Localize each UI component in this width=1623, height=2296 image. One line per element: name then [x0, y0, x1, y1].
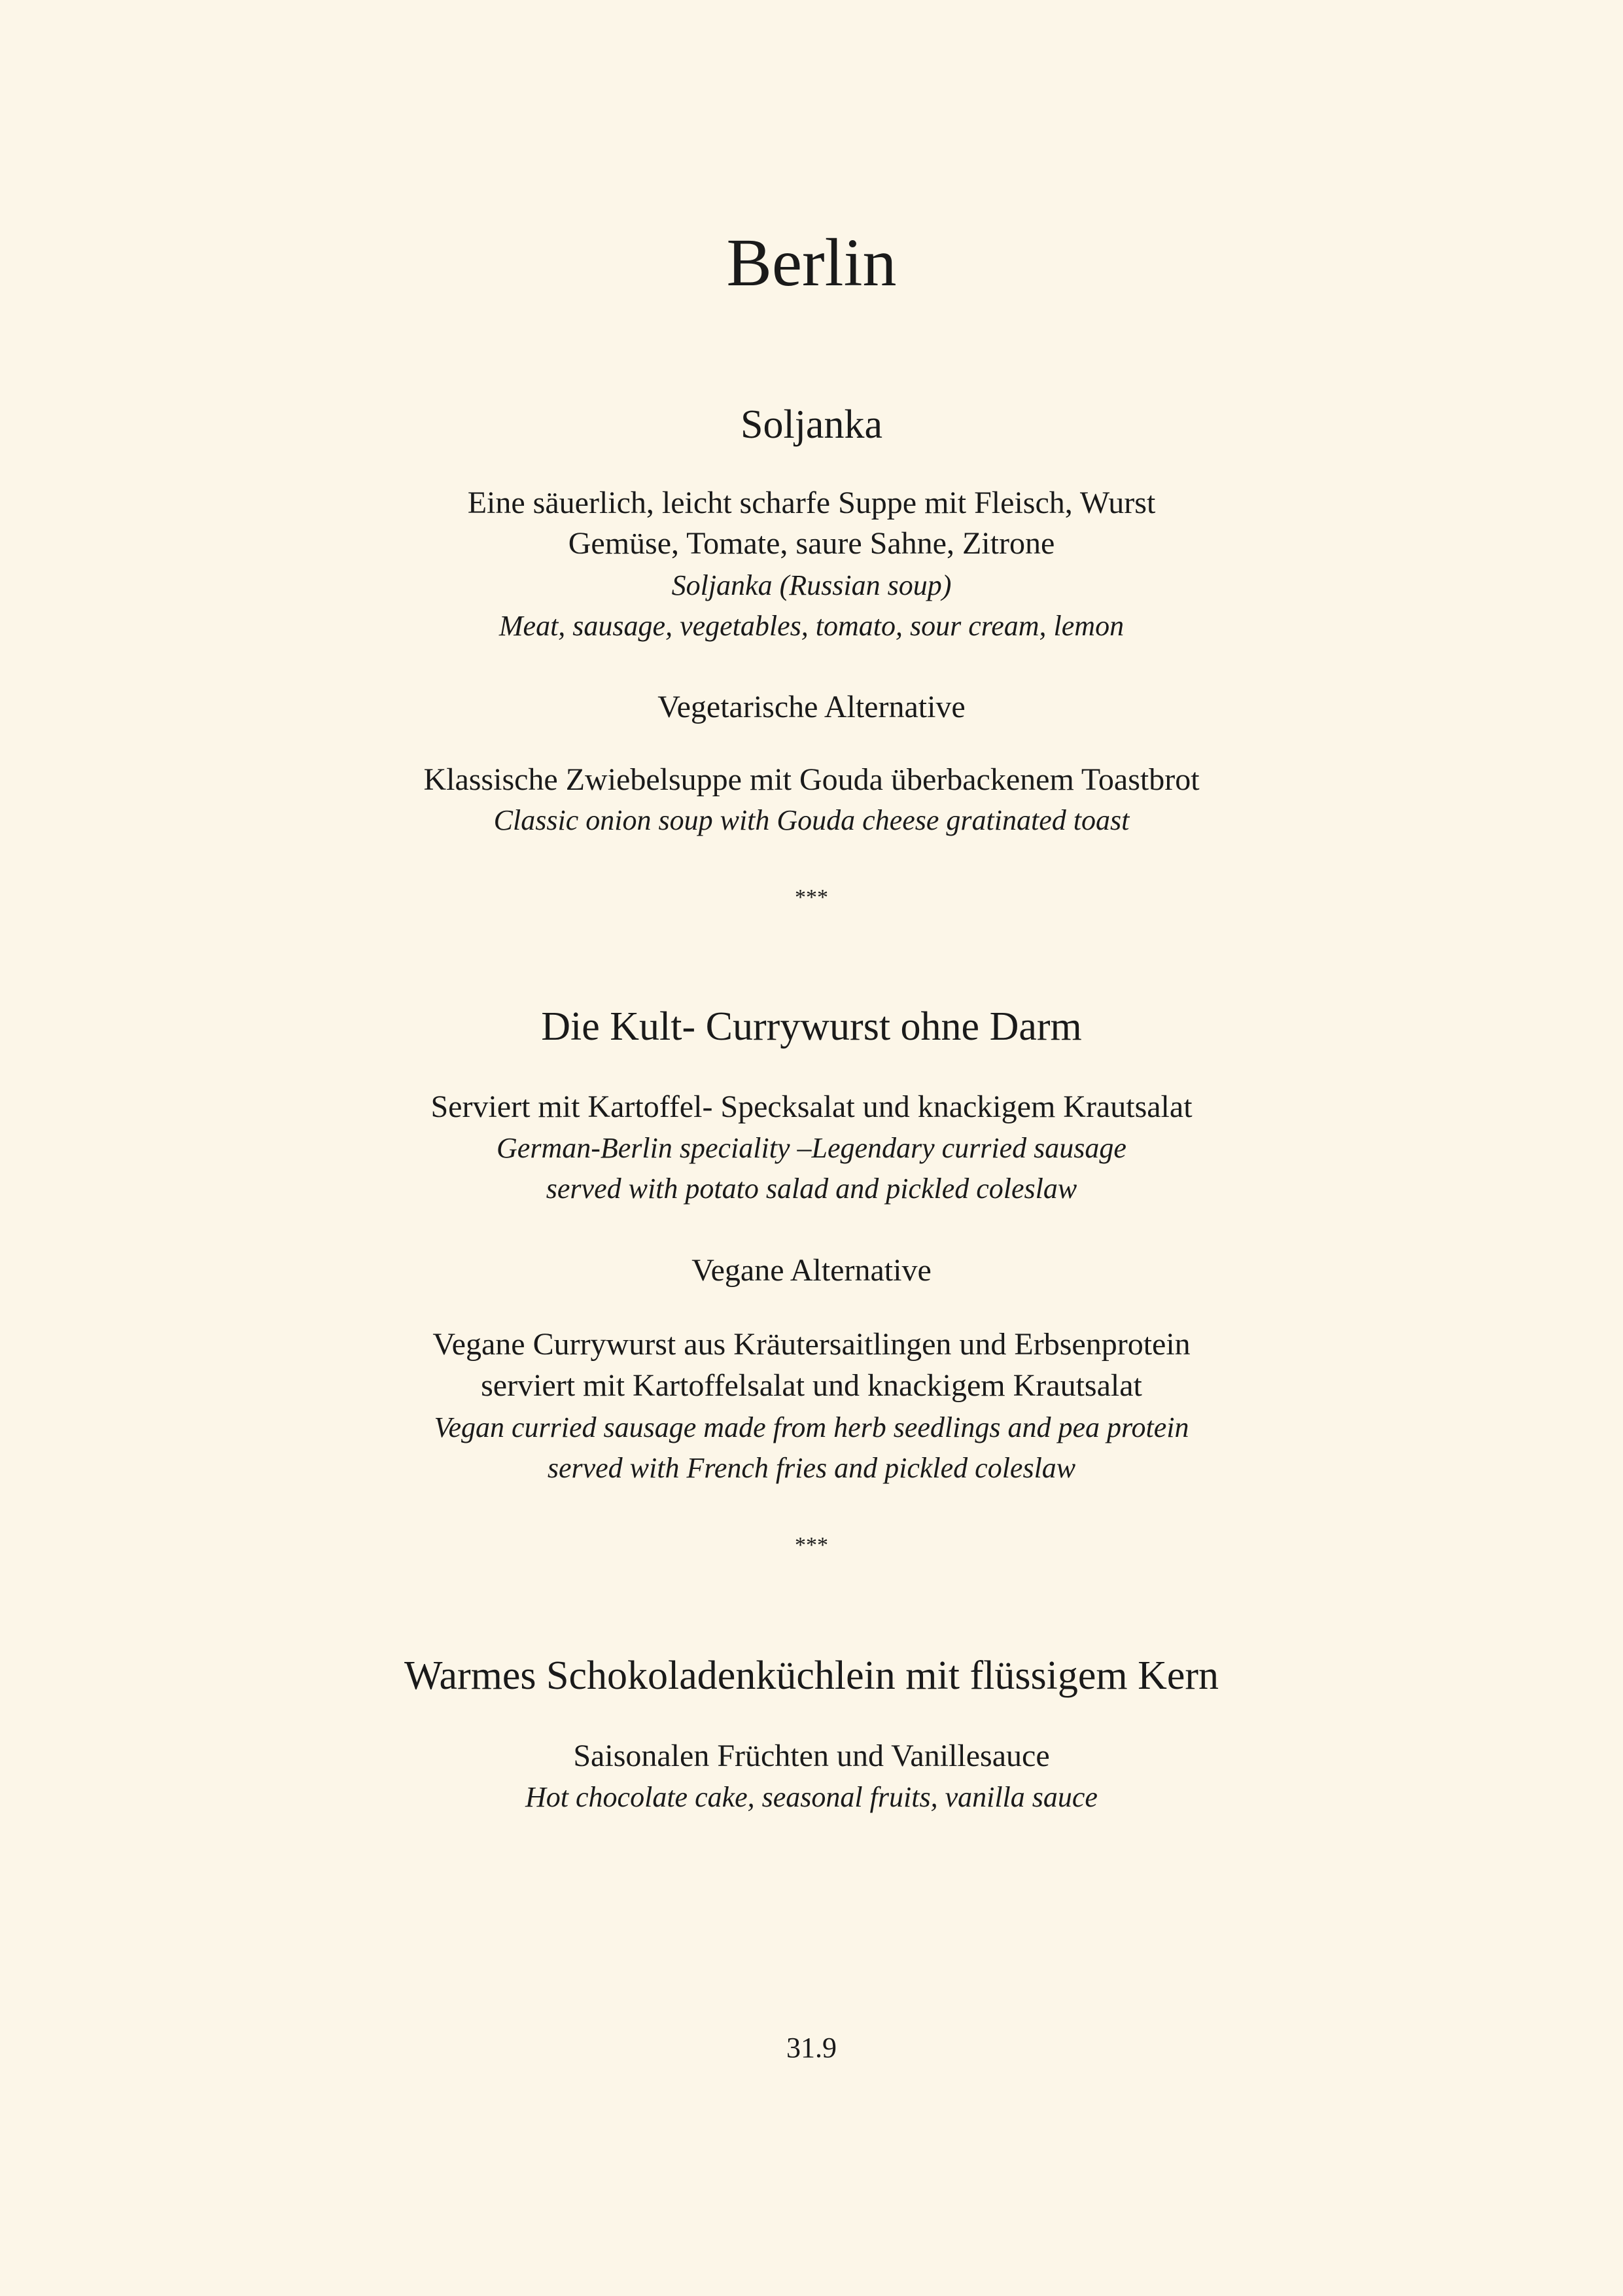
main-alternative-en-line1: Vegan curried sausage made from herb seedlings and pea protein — [434, 1411, 1189, 1443]
starter-alternative-label: Vegetarische Alternative — [657, 690, 966, 724]
page-number: 31.9 — [786, 2032, 837, 2064]
starter-heading: Soljanka — [741, 402, 882, 447]
main-alternative-de-line1: Vegane Currywurst aus Kräutersaitlingen und Erbsenprotein — [432, 1327, 1191, 1362]
starter-description-de-line2: Gemüse, Tomate, saure Sahne, Zitrone — [568, 526, 1055, 561]
dessert-description-en-line1: Hot chocolate cake, seasonal fruits, vanilla sauce — [525, 1781, 1098, 1813]
main-heading: Die Kult- Currywurst ohne Darm — [541, 1004, 1082, 1049]
dessert-heading: Warmes Schokoladenküchlein mit flüssigem Kern — [404, 1653, 1219, 1698]
starter-description-de-line1: Eine säuerlich, leicht scharfe Suppe mit Fleisch, Wurst — [467, 486, 1156, 520]
starter-alternative-de: Klassische Zwiebelsuppe mit Gouda überbackenem Toastbrot — [423, 762, 1200, 797]
main-alternative-label: Vegane Alternative — [691, 1253, 932, 1288]
main-description-de-line1: Serviert mit Kartoffel- Specksalat und knackigem Krautsalat — [430, 1089, 1193, 1124]
starter-description-en-line2: Meat, sausage, vegetables, tomato, sour cream, lemon — [498, 610, 1125, 642]
main-alternative-de-line2: serviert mit Kartoffelsalat und knackigem Krautsalat — [481, 1368, 1142, 1403]
page-title: Berlin — [726, 225, 897, 300]
main-description-en-line2: served with potato salad and pickled coleslaw — [546, 1173, 1077, 1205]
starter-description-en-line1: Soljanka (Russian soup) — [671, 569, 952, 601]
main-alternative-en-line2: served with French fries and pickled coleslaw — [547, 1452, 1076, 1484]
course-separator: *** — [795, 1533, 828, 1557]
main-description-en-line1: German-Berlin speciality –Legendary curried sausage — [497, 1132, 1126, 1164]
starter-alternative-en: Classic onion soup with Gouda cheese gratinated toast — [493, 804, 1130, 836]
dessert-description-de-line1: Saisonalen Früchten und Vanillesauce — [573, 1739, 1050, 1773]
course-separator: *** — [795, 885, 828, 910]
